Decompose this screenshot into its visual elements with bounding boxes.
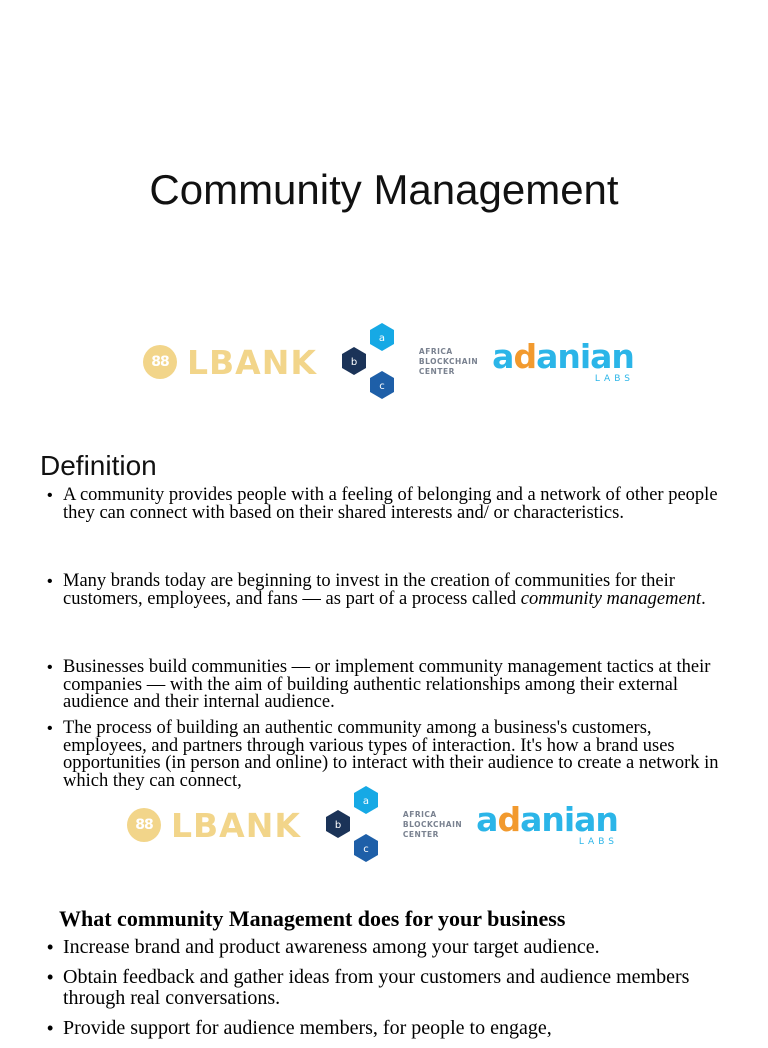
benefits-heading: What community Management does for your business	[59, 906, 566, 931]
adanian-wordmark: adanian	[492, 337, 634, 376]
partner-logos-bottom	[127, 783, 618, 867]
hex-letter-b: b	[350, 357, 358, 368]
hexagon-cluster-icon	[333, 320, 417, 404]
definition-bullet-list	[45, 487, 725, 522]
abc-wordmark: AFRICA BLOCKCHAIN CENTER	[402, 810, 463, 839]
hex-letter-c: c	[363, 844, 369, 855]
benefits-bullet-list	[45, 937, 745, 1048]
list-item: • Increase brand and product awareness among your target audience.	[45, 937, 745, 958]
definition-bullet-list	[45, 573, 725, 608]
page-title: Community Management	[149, 166, 619, 213]
hex-letter-c: c	[379, 381, 385, 392]
list-item: • Provide support for audience members, for people to engage,	[45, 1018, 745, 1039]
hex-letter-b: b	[334, 820, 342, 831]
list-item: • A community provides people with a feeling of belonging and a network of other people they can connect with based on their shared interests and/ or characteristics.	[45, 487, 725, 522]
abc-wordmark: AFRICA BLOCKCHAIN CENTER	[418, 347, 479, 376]
lbank-logo	[127, 805, 301, 845]
lbank-wordmark: LBANK	[187, 342, 317, 382]
africa-blockchain-center-logo	[333, 320, 478, 404]
adanian-labs-logo	[476, 800, 618, 847]
lbank-wordmark: LBANK	[171, 805, 301, 845]
adanian-labs-logo	[492, 337, 634, 384]
lbank-coin-icon: 88	[143, 345, 177, 379]
hexagon-cluster-icon	[317, 783, 401, 867]
adanian-wordmark: adanian	[476, 800, 618, 839]
hex-letter-a: a	[362, 796, 369, 807]
list-item: • Many brands today are beginning to invest in the creation of communities for their customers, employees, and fans — as part of a process called community management.	[45, 573, 725, 608]
lbank-logo	[143, 342, 317, 382]
partner-logos-top	[143, 320, 634, 404]
emphasis-text: community management	[520, 588, 702, 609]
definition-bullet-list	[45, 720, 725, 790]
list-item: • Obtain feedback and gather ideas from your customers and audience members through real conversations.	[45, 967, 745, 1009]
list-item: • The process of building an authentic community among a business's customers, employees, and partners through various types of interaction. It's how a brand uses opportunities (in person and online) to interact with their audience to create a network in which they can connect,	[45, 720, 725, 790]
hex-letter-a: a	[378, 333, 385, 344]
labs-label: LABS	[594, 374, 634, 384]
definition-bullet-list	[45, 659, 725, 712]
lbank-coin-icon: 88	[127, 808, 161, 842]
africa-blockchain-center-logo	[317, 783, 462, 867]
list-item: • Businesses build communities — or implement community management tactics at their companies — with the aim of building authentic relationships among their external audience and their internal audience.	[45, 659, 725, 712]
definition-heading: Definition	[40, 450, 157, 481]
labs-label: LABS	[578, 837, 618, 847]
